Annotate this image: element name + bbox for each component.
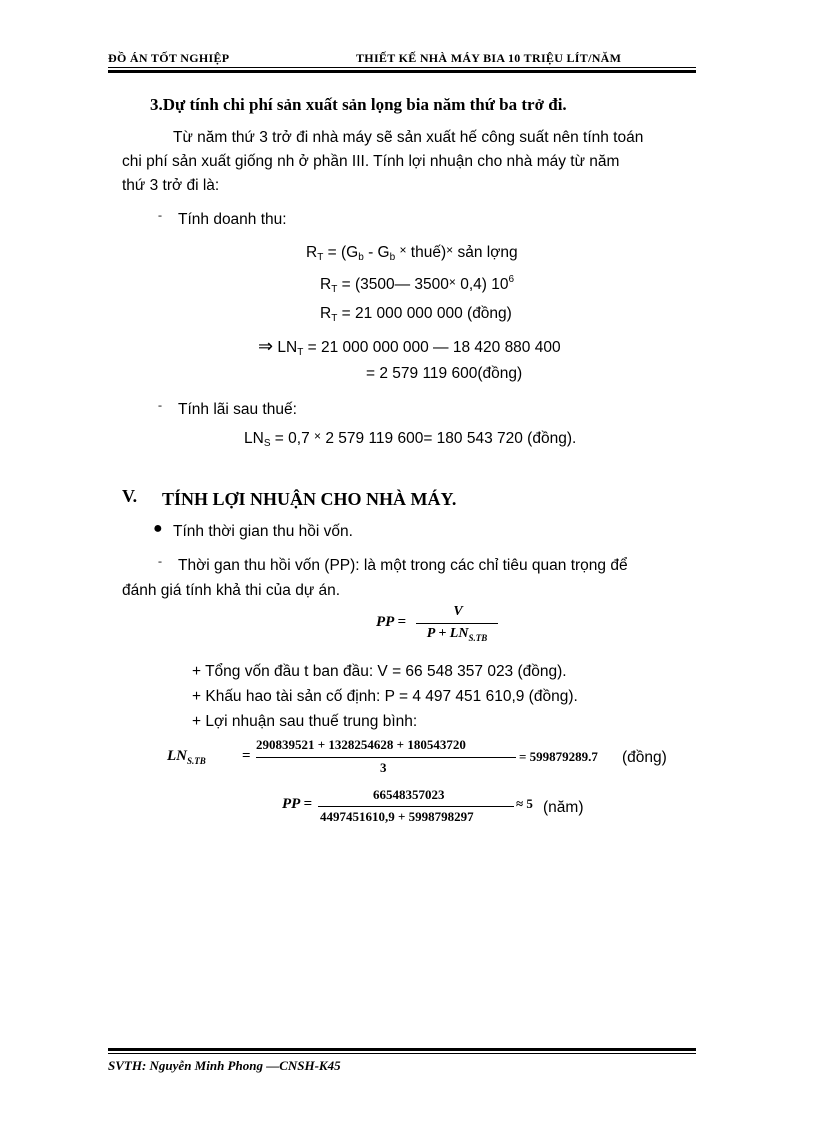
section-5-title: TÍNH LỢI NHUẬN CHO NHÀ MÁY. [162, 489, 457, 509]
bullet-payback: Tính thời gian thu hồi vốn. [173, 523, 353, 540]
dash-marker: - [158, 398, 162, 412]
item-depreciation: + Khấu hao tài sản cố định: P = 4 497 451 610,9 (đồng). [192, 688, 578, 705]
dash-marker: - [158, 554, 162, 568]
para-line-3: thứ 3 trở đi là: [122, 177, 220, 194]
para-line-1: Từ năm thứ 3 trở đi nhà máy sẽ sản xuất hế công suất nên tính toán [173, 129, 644, 146]
footer-rule-thin [108, 1053, 696, 1054]
item-avg-profit: + Lợi nhuận sau thuế trung bình: [192, 713, 418, 730]
equation-revenue-result: $R_T = 21$ 000 000 000 (đồng) [320, 305, 512, 324]
dash-marker: - [158, 208, 162, 222]
bullet-dot-icon: ● [153, 520, 163, 537]
header-rule-thick [108, 70, 696, 73]
section-3-title: 3.Dự tính chi phí sản xuất sản lọng bia năm thứ ba trở đi. [150, 95, 567, 114]
equation-profit: ⇒ $LN_T = 21$ 000 000 000 — 18 420 880 400 [258, 336, 561, 358]
equation-after-tax: $LN_S = 0,7 \times 2$ 579 119 600= 180 543 720 (đồng). [244, 429, 577, 449]
header-rule-thin [108, 67, 696, 68]
item-total-investment: + Tổng vốn đầu t ban đầu: V = 66 548 357 023 (đồng). [192, 663, 567, 680]
definition-line-1: Thời gan thu hồi vốn (PP): là một trong các chỉ tiêu quan trọng để [178, 557, 628, 574]
header-right: THIẾT KẾ NHÀ MÁY BIA 10 TRIỆU LÍT/NĂM [356, 51, 622, 65]
equation-revenue-values: $R_T$ = (3500— 3500× 0,4) $10^6$ [320, 274, 515, 295]
bullet-after-tax: Tính lãi sau thuế: [178, 401, 297, 418]
header-left: ĐỒ ÁN TỐT NGHIỆP [108, 51, 230, 65]
footer-author: SVTH: Nguyễn Minh Phong —CNSH-K45 [108, 1058, 341, 1073]
para-line-2: chi phí sản xuất giống nh ở phần III. Tính lợi nhuận cho nhà máy từ năm [122, 153, 620, 170]
section-5-numeral: V. [122, 486, 138, 506]
definition-line-2: đánh giá tính khả thi của dự án. [122, 582, 341, 599]
equation-revenue-formula: $R_T = (G_b - G_b$ × thuế)× sản lợng [306, 243, 518, 263]
implies-arrow-icon: ⇒ [258, 336, 274, 356]
bullet-revenue: Tính doanh thu: [178, 211, 287, 228]
equation-profit-result: = 2 579 119 600(đồng) [366, 365, 523, 382]
footer-rule-thick [108, 1048, 696, 1051]
